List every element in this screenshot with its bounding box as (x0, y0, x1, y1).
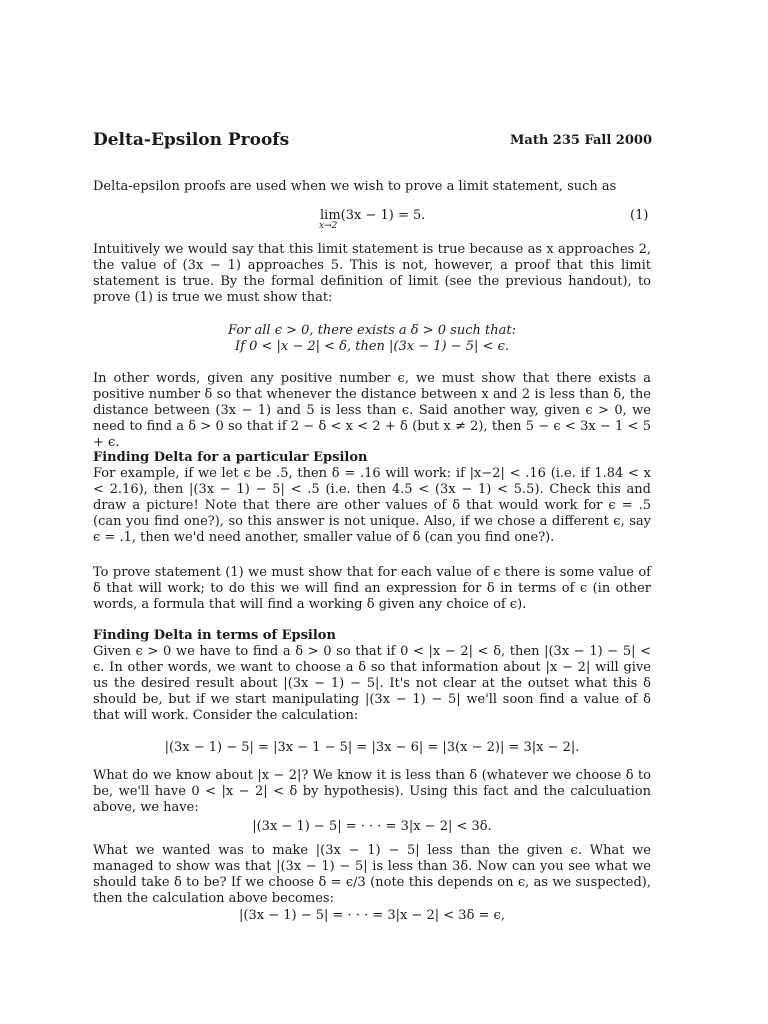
section-heading-particular: Finding Delta for a particular Epsilon (93, 450, 368, 465)
paragraph-given-epsilon: Given ϵ > 0 we have to find a δ > 0 so that if 0 < |x − 2| < δ, then |(3x − 1) − 5| < ϵ. In other words, we want to choose a δ so that information about |x − 2| will give us the desired result about |(3x − 1) − 5|. It's not clear at the outset what this δ should be, but if we start manipulating |(3x − 1) − 5| we'll soon find a value of δ that will work. Consider the calculation: (93, 644, 651, 723)
equation-number: (1) (630, 208, 649, 223)
limit-subscript: x→2 (319, 221, 338, 231)
paragraph-intuition: Intuitively we would say that this limit statement is true because as x approaches 2, the value of (3x − 1) approaches 5. This is not, however, a proof that this limit statement is true. By the formal definition of limit (see the previous handout), to prove (1) is true we must show that: (93, 242, 651, 305)
paragraph-what-we-know: What do we know about |x − 2|? We know it is less than δ (whatever we choose δ to be, we'll have 0 < |x − 2| < δ by hypothesis). Using this fact and the calculuation above, we have: (93, 768, 651, 815)
calculation-2: |(3x − 1) − 5| = · · · = 3|x − 2| < 3δ. (252, 819, 492, 834)
intro-text: Delta-epsilon proofs are used when we wish to prove a limit statement, such as (93, 179, 617, 194)
paragraph-other-words: In other words, given any positive number ϵ, we must show that there exists a positive number δ so that whenever the distance between x and 2 is less than δ, the distance between (3x − 1) and 5 is less than ϵ. Said another way, given ϵ > 0, we need to find a δ > 0 so that if 2 − δ < x < 2 + δ (but x ≠ 2), then 5 − ϵ < 3x − 1 < 5 + ϵ. (93, 371, 651, 450)
paragraph-prove-statement: To prove statement (1) we must show that for each value of ϵ there is some value of δ that will work; to do this we will find an expression for δ in terms of ϵ (in other words, a formula that will find a working δ given any choice of ϵ). (93, 565, 651, 612)
paragraph-example: For example, if we let ϵ be .5, then δ = .16 will work: if |x−2| < .16 (i.e. if 1.84 < x < 2.16), then |(3x − 1) − 5| < .5 (i.e. then 4.5 < (3x − 1) < 5.5). Check this and draw a picture! Note that there are other values of δ that would work for ϵ = .5 (can you find one?), so this answer is not unique. Also, if we chose a different ϵ, say ϵ = .1, then we'd need another, smaller value of δ (can you find one?). (93, 466, 651, 545)
document-title: Delta-Epsilon Proofs (93, 130, 290, 150)
calculation-3: |(3x − 1) − 5| = · · · = 3|x − 2| < 3δ = ϵ, (239, 908, 505, 923)
section-heading-terms: Finding Delta in terms of Epsilon (93, 628, 336, 643)
definition-line-2: If 0 < |x − 2| < δ, then |(3x − 1) − 5| < ϵ. (234, 339, 509, 354)
definition-line-1: For all ϵ > 0, there exists a δ > 0 such that: (228, 323, 516, 338)
paragraph-what-we-wanted: What we wanted was to make |(3x − 1) − 5| less than the given ϵ. What we managed to show was that |(3x − 1) − 5| is less than 3δ. Now can you see what we should take δ to be? If we choose δ = ϵ/3 (note this depends on ϵ, as we suspected), then the calculation above becomes: (93, 843, 651, 906)
limit-equation: lim(3x − 1) = 5. (320, 208, 426, 223)
calculation-1: |(3x − 1) − 5| = |3x − 1 − 5| = |3x − 6| = |3(x − 2)| = 3|x − 2|. (164, 740, 580, 755)
course-label: Math 235 Fall 2000 (510, 133, 652, 148)
